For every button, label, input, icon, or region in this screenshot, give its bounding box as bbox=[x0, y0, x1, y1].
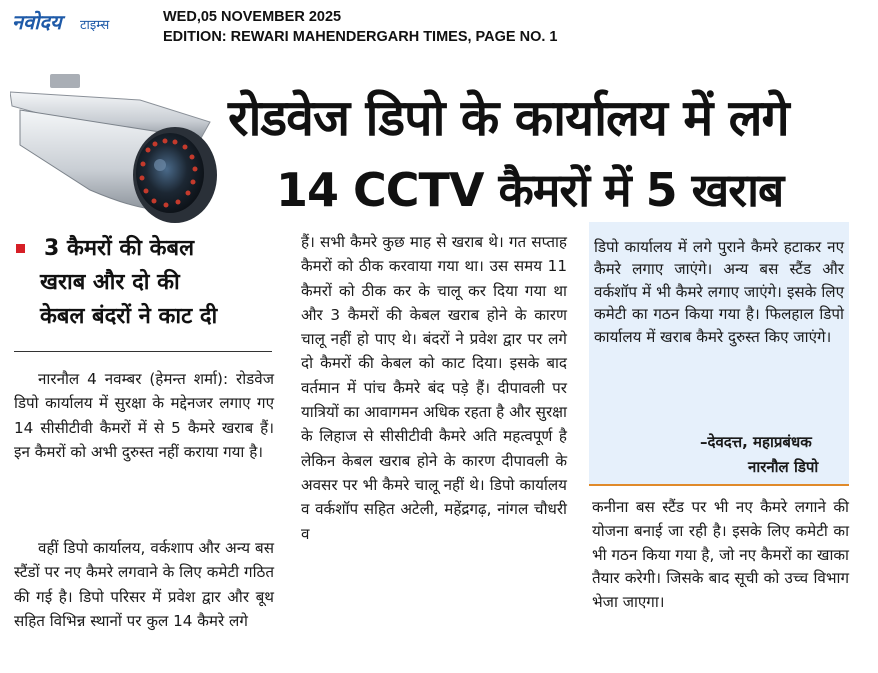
subhead-line-2: खराब और दो की bbox=[40, 270, 180, 295]
logo-primary: नवोदय bbox=[12, 10, 62, 34]
subheadline bbox=[40, 232, 284, 334]
headline-line-1: रोडवेज डिपो के कार्यालय में लगे bbox=[228, 89, 789, 147]
quote-attribution-office: नारनौल डिपो bbox=[748, 458, 819, 476]
body-column-3: कनीना बस स्टैंड पर भी नए कैमरे लगाने की योजना बनाई जा रही है। इसके लिए कमेटी का भी गठन किया गया है, जो नए कैमरों का खाका तैयार करेगी। जिसके बाद सूची को उच्च विभाग भेजा जाएगा। bbox=[592, 498, 849, 612]
quote-attribution-name: –देवदत्त, महाप्रबंधक bbox=[700, 433, 812, 451]
official-quote: डिपो कार्यालय में लगे पुराने कैमरे हटाकर नए कैमरे लगाए जाएंगे। अन्य बस स्टैंड और वर्कशॉप में भी कैमरे लगाए जाएंगे। इसके लिए कमेटी का गठन किया गया है। फिलहाल डिपो कार्यालय में खराब कैमरे दुरुस्त किए जाएंगे। bbox=[594, 238, 844, 346]
subhead-line-3: केबल बंदरों ने काट दी bbox=[40, 304, 218, 329]
subhead-line-1: 3 कैमरों की केबल bbox=[44, 236, 195, 261]
cctv-camera-image bbox=[10, 70, 225, 230]
logo-secondary: टाइम्स bbox=[80, 18, 110, 33]
body-column-2: हैं। सभी कैमरे कुछ माह से खराब थे। गत सप्ताह कैमरों को ठीक करवाया गया था। उस समय 11 कैमरों को ठीक कर के चालू कर दिया गया था और 3 कैमरों की केबल खराब होने के कारण चालू नहीं हो पाए थे। बंदरों ने प्रवेश द्वार पर लगे दो कैमरों की केबल को काट दिया। इसके बाद वर्तमान में पांच कैमरे बंद पड़े हैं। दीपावली पर यात्रियों का आवागमन अधिक रहता है और सुरक्षा के लिहाज से सीसीटीवी कैमरे अति महत्वपूर्ण है लेकिन केबल खराब होने के कारण दीपावली के अवसर पर भी कैमरे चालू नहीं थे। डिपो कार्यालय व वर्कशॉप सहित अटेली, महेंद्रगढ़, नांगल चौधरी व bbox=[301, 233, 567, 543]
masthead bbox=[0, 0, 878, 56]
edition-date: WED,05 NOVEMBER 2025 bbox=[163, 9, 342, 25]
subhead-divider bbox=[14, 351, 272, 352]
body-paragraph-1: नारनौल 4 नवम्बर (हेमन्त शर्मा): रोडवेज डिपो कार्यालय में सुरक्षा के मद्देनजर लगाए गए 14 सीसीटीवी कैमरों में से 5 कैमरे खराब हैं। इन कैमरों को अभी दुरुस्त नहीं कराया गया है। bbox=[14, 370, 274, 461]
newspaper-logo bbox=[12, 6, 142, 36]
subhead-bullet bbox=[16, 244, 25, 253]
headline-line-2: 14 CCTV कैमरों में 5 खराब bbox=[276, 163, 784, 217]
body-paragraph-2: वहीं डिपो कार्यालय, वर्कशाप और अन्य बस स्टैंडों पर नए कैमरे लगवाने के लिए कमेटी गठित की गई है। डिपो परिसर में प्रवेश द्वार और बूथ सहित विभिन्न स्थानों पर कुल 14 कैमरे लगे bbox=[14, 539, 274, 630]
edition-info: EDITION: REWARI MAHENDERGARH TIMES, PAGE NO. 1 bbox=[163, 29, 558, 45]
